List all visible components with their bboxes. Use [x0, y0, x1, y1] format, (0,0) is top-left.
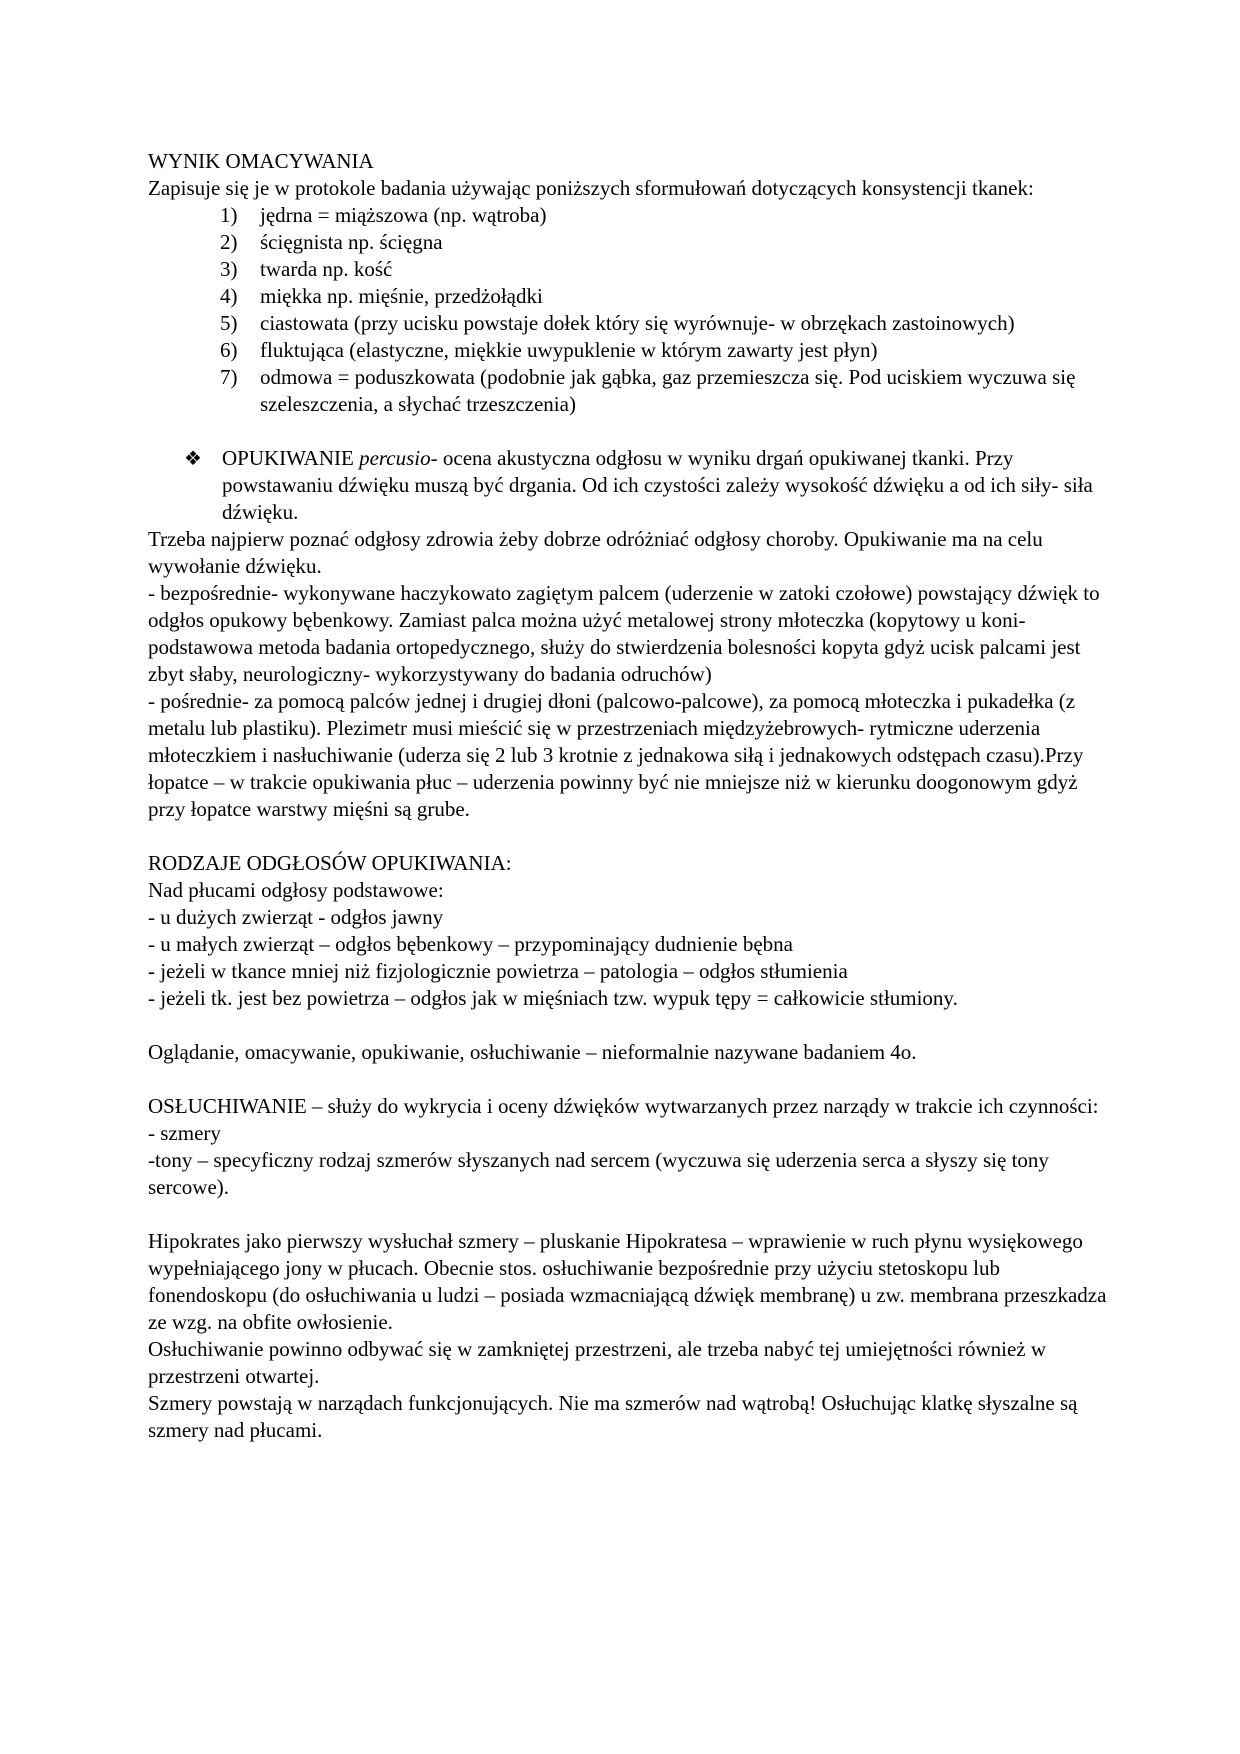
text-line: - jeżeli w tkance mniej niż fizjologicznie powietrza – patologia – odgłos stłumienia — [148, 959, 848, 983]
list-item-number: 7) — [220, 365, 238, 389]
list-item-number: 4) — [220, 284, 238, 308]
list-item-text: ciastowata (przy ucisku powstaje dołek który się wyrównuje- w obrzękach zastoinowych) — [260, 311, 1015, 335]
list-item — [148, 337, 1110, 364]
spacer — [148, 1012, 1110, 1039]
spacer — [148, 1201, 1110, 1228]
list-item-text: ścięgnista np. ścięgna — [260, 230, 443, 254]
list-item — [148, 229, 1110, 256]
text-line: - szmery — [148, 1121, 221, 1145]
list-item-text: fluktująca (elastyczne, miękkie uwypuklenie w którym zawarty jest płyn) — [260, 338, 878, 362]
list-item — [148, 310, 1110, 337]
section-title-palpation: WYNIK OMACYWANIA — [148, 149, 374, 173]
list-item-number: 6) — [220, 338, 238, 362]
auscultation-space-paragraph: Osłuchiwanie powinno odbywać się w zamkniętej przestrzeni, ale trzeba nabyć tej umiejętności również w przestrzeni otwartej. — [148, 1337, 1047, 1388]
four-o-paragraph: Oglądanie, omacywanie, opukiwanie, osłuchiwanie – nieformalnie nazywane badaniem 4o. — [148, 1040, 917, 1064]
palpation-intro: Zapisuje się je w protokole badania używając poniższych sformułowań dotyczących konsystencji tkanek: — [148, 176, 1034, 200]
list-item-text: twarda np. kość — [260, 257, 393, 281]
percussion-definition-text: - ocena akustyczna odgłosu w wyniku drgań opukiwanej tkanki. Przy powstawaniu dźwięku muszą być drgania. Od ich czystości zależy wysokość dźwięku a od ich siły- siła dźwięku. — [222, 446, 1093, 524]
percussion-title: OPUKIWANIE — [222, 446, 354, 470]
hippocrates-paragraph: Hipokrates jako pierwszy wysłuchał szmery – pluskanie Hipokratesa – wprawienie w ruch płynu wysiękowego wypełniającego jony w płucach. Obecnie stos. osłuchiwanie bezpośrednie przy użyciu stetoskopu lub fonendoskopu (do osłuchiwania u ludzi – posiada wzmacniającą dźwięk membranę) u zw. membrana przeszkadza ze wzg. na obfite owłosienie. — [148, 1229, 1107, 1334]
consistency-list — [148, 202, 1110, 418]
list-item — [148, 364, 1110, 418]
percussion-definition-block — [148, 445, 1110, 526]
list-item-number: 2) — [220, 230, 238, 254]
spacer — [148, 823, 1110, 850]
percussion-definition — [222, 445, 1110, 526]
murmurs-paragraph: Szmery powstają w narządach funkcjonujących. Nie ma szmerów nad wątrobą! Osłuchując klatkę słyszalne są szmery nad płucami. — [148, 1391, 1078, 1442]
list-item — [148, 256, 1110, 283]
list-item-text: jędrna = miąższowa (np. wątroba) — [260, 203, 547, 227]
list-item-number: 1) — [220, 203, 238, 227]
text-line: Nad płucami odgłosy podstawowe: — [148, 878, 444, 902]
percussion-direct-paragraph: - bezpośrednie- wykonywane haczykowato zagiętym palcem (uderzenie w zatoki czołowe) powstający dźwięk to odgłos opukowy bębenkowy. Zamiast palca można użyć metalowej strony młoteczka (kopytowy u koni- podstawowa metoda badania ortopedycznego, służy do stwierdzenia bolesności kopyta gdyż ucisk palcami jest zbyt słaby, neurologiczny- wykorzystywany do badania odruchów) — [148, 581, 1100, 686]
list-item — [148, 202, 1110, 229]
section-title-percussion-sounds: RODZAJE ODGŁOSÓW OPUKIWANIA: — [148, 851, 512, 875]
list-item-text: odmowa = poduszkowata (podobnie jak gąbka, gaz przemieszcza się. Pod uciskiem wyczuwa się szeleszczenia, a słychać trzeszczenia) — [260, 365, 1076, 416]
spacer — [148, 1066, 1110, 1093]
text-line: - u dużych zwierząt - odgłos jawny — [148, 905, 444, 929]
text-line: - u małych zwierząt – odgłos bębenkowy – przypominający dudnienie bębna — [148, 932, 793, 956]
percussion-latin: percusio — [359, 446, 431, 470]
list-item-number: 5) — [220, 311, 238, 335]
list-item — [148, 283, 1110, 310]
list-item-number: 3) — [220, 257, 238, 281]
diamond-bullet-icon: ❖ — [184, 446, 202, 470]
percussion-indirect-paragraph: - pośrednie- za pomocą palców jednej i drugiej dłoni (palcowo-palcowe), za pomocą młoteczka i pukadełka (z metalu lub plastiku). Plezimetr musi mieścić się w przestrzeniach międzyżebrowych- rytmiczne uderzenia młoteczkiem i nasłuchiwanie (uderza się 2 lub 3 krotnie z jednakowa siłą i jednakowych odstępach czasu).Przy łopatce – w trakcie opukiwania płuc – uderzenia powinny być nie mniejsze niż w kierunku doogonowym gdyż przy łopatce warstwy mięśni są grube. — [148, 689, 1084, 821]
list-item-text: miękka np. mięśnie, przedżołądki — [260, 284, 543, 308]
percussion-paragraph: Trzeba najpierw poznać odgłosy zdrowia żeby dobrze odróżniać odgłosy choroby. Opukiwanie ma na celu wywołanie dźwięku. — [148, 527, 1043, 578]
text-line: - jeżeli tk. jest bez powietrza – odgłos jak w mięśniach tzw. wypuk tępy = całkowicie stłumiony. — [148, 986, 958, 1010]
text-line: -tony – specyficzny rodzaj szmerów słyszanych nad sercem (wyczuwa się uderzenia serca a słyszy się tony sercowe). — [148, 1148, 1049, 1199]
auscultation-intro: OSŁUCHIWANIE – służy do wykrycia i oceny dźwięków wytwarzanych przez narządy w trakcie ich czynności: — [148, 1094, 1099, 1118]
